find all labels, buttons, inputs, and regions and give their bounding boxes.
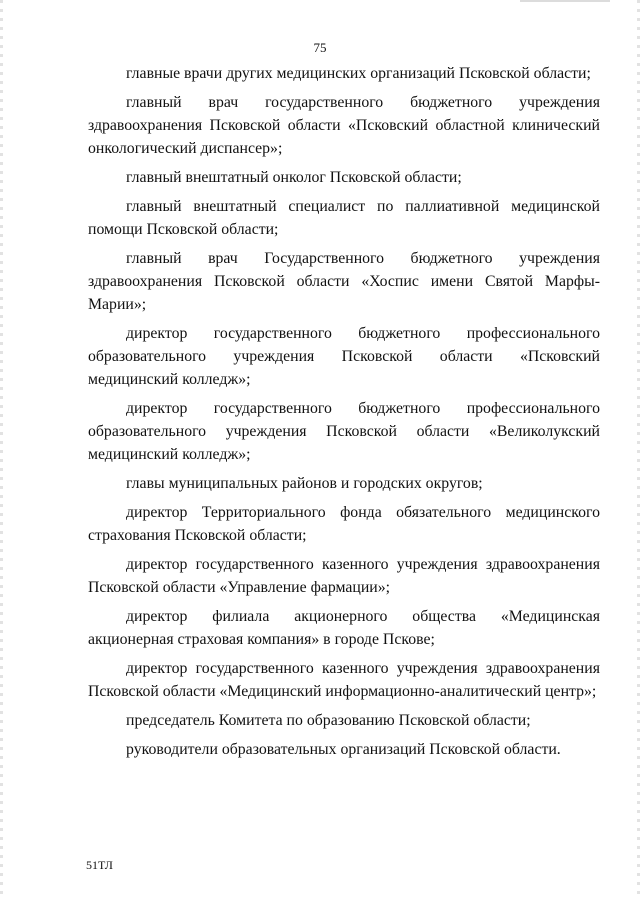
paragraph-14: руководители образовательных организаций Псковской области. (126, 741, 561, 758)
paragraph-8: главы муниципальных районов и городских округов; (126, 475, 483, 492)
paragraph-2: главный врач государственного бюджетного учреждения здравоохранения Псковской области «Псковский областной клинический онкологический диспансер»; (88, 94, 600, 157)
paragraph-3: главный внештатный онколог Псковской области; (126, 169, 462, 186)
paragraph-13: председатель Комитета по образованию Псковской области; (126, 712, 531, 729)
paragraph-5: главный врач Государственного бюджетного учреждения здравоохранения Псковской области «Хоспис имени Святой Марфы-Марии»; (88, 250, 600, 313)
scan-edge-left (0, 0, 3, 899)
paragraph-7: директор государственного бюджетного профессионального образовательного учреждения Псковской области «Великолукский медицинский колледж»; (88, 400, 600, 463)
footer-document-code: 51ТЛ (86, 858, 113, 872)
paragraph-10: директор государственного казенного учреждения здравоохранения Псковской области «Управление фармации»; (88, 556, 600, 596)
paragraph-1: главные врачи других медицинских организаций Псковской области; (126, 65, 591, 82)
paragraph-9: директор Территориального фонда обязательного медицинского страхования Псковской области; (88, 504, 600, 544)
paragraph-4: главный внештатный специалист по паллиативной медицинской помощи Псковской области; (88, 198, 600, 238)
paragraph-11: директор филиала акционерного общества «Медицинская акционерная страховая компания» в городе Пскове; (88, 608, 600, 648)
scan-top-mark (520, 0, 610, 2)
page-number: 75 (313, 40, 327, 55)
paragraph-12: директор государственного казенного учреждения здравоохранения Псковской области «Медицинский информационно-аналитический центр»; (88, 660, 600, 700)
paragraph-6: директор государственного бюджетного профессионального образовательного учреждения Псковской области «Псковский медицинский колледж»; (88, 325, 600, 388)
document-body (88, 62, 600, 761)
